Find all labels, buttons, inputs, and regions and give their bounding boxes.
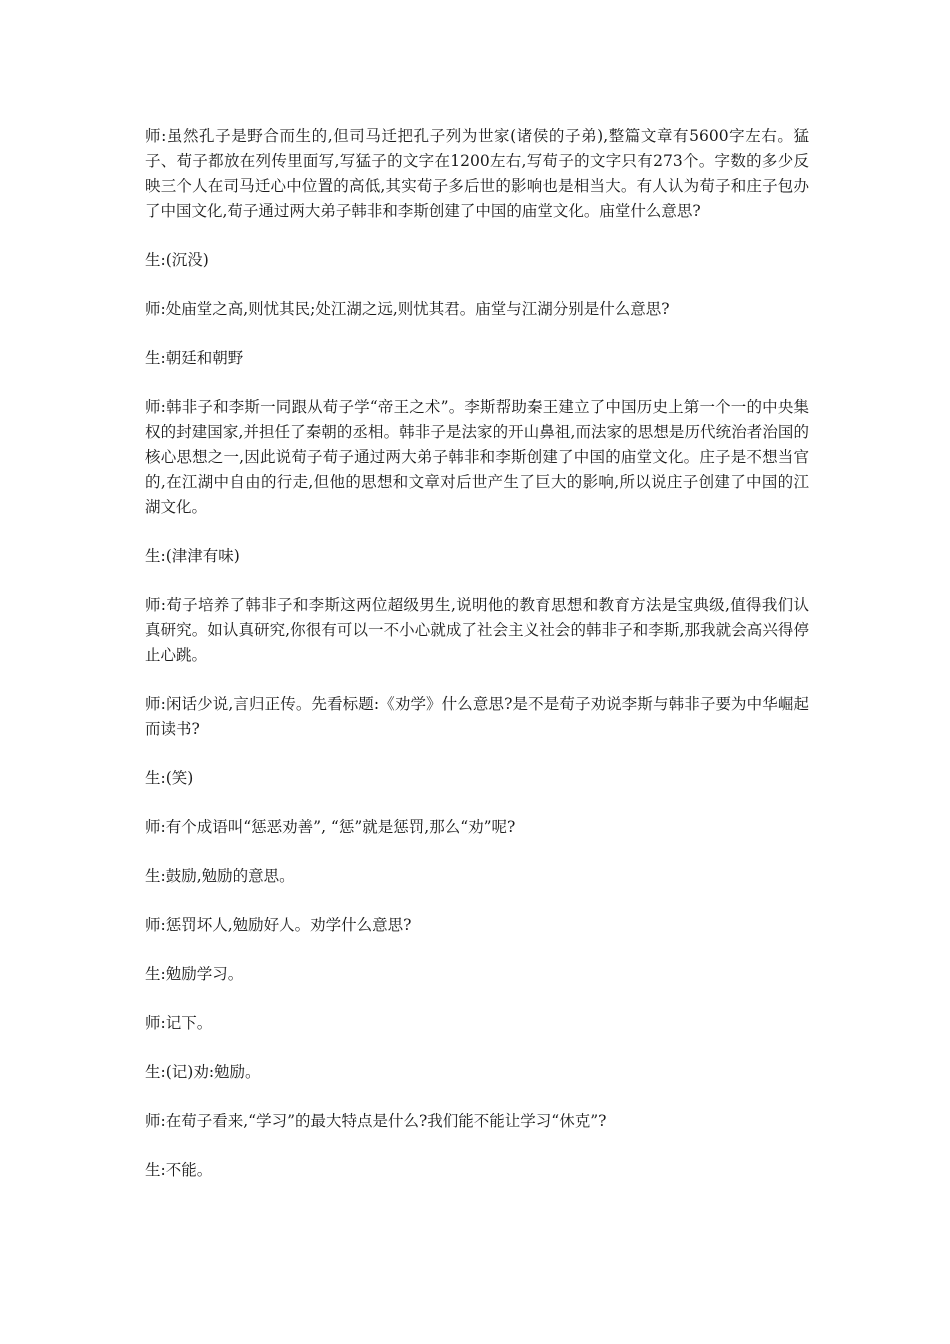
paragraph-student: 生:鼓励,勉励的意思。: [145, 867, 295, 885]
paragraph-teacher: 师:惩罚坏人,勉励好人。劝学什么意思?: [145, 916, 412, 934]
paragraph-teacher: 师:韩非子和李斯一同跟从荀子学“帝王之术”。李斯帮助秦王建立了中国历史上第一个一的中央集权的封建国家,并担任了秦朝的丞相。韩非子是法家的开山鼻祖,而法家的思想是历代统治者治国的核心思想之一,因此说荀子荀子通过两大弟子韩非和李斯创建了中国的庙堂文化。庄子是不想当官的,在江湖中自由的行走,但他的思想和文章对后世产生了巨大的影响,所以说庄子创建了中国的江湖文化。: [145, 398, 809, 516]
paragraph-teacher: 师:有个成语叫“惩恶劝善”, “惩”就是惩罚,那么“劝”呢?: [145, 818, 516, 836]
paragraph-student: 生:(津津有味): [145, 547, 240, 565]
paragraph-student: 生:朝廷和朝野: [145, 349, 244, 367]
paragraph-student: 生:勉励学习。: [145, 965, 244, 983]
paragraph-student: 生:(沉没): [145, 251, 209, 269]
paragraph-teacher: 师:荀子培养了韩非子和李斯这两位超级男生,说明他的教育思想和教育方法是宝典级,值得我们认真研究。如认真研究,你很有可以一不小心就成了社会主义社会的韩非子和李斯,那我就会高兴得停止心跳。: [145, 596, 809, 664]
paragraph-teacher: 师:闲话少说,言归正传。先看标题:《劝学》什么意思?是不是荀子劝说李斯与韩非子要为中华崛起而读书?: [145, 695, 809, 738]
paragraph-student: 生:不能。: [145, 1161, 213, 1179]
paragraph-teacher: 师:虽然孔子是野合而生的,但司马迁把孔子列为世家(诸侯的子弟),整篇文章有5600字左右。猛子、荀子都放在列传里面写,写猛子的文字在1200左右,写荀子的文字只有273个。字数的多少反映三个人在司马迁心中位置的高低,其实荀子多后世的影响也是相当大。有人认为荀子和庄子包办了中国文化,荀子通过两大弟子韩非和李斯创建了中国的庙堂文化。庙堂什么意思?: [145, 127, 809, 220]
paragraph-student: 生:(记)劝:勉励。: [145, 1063, 261, 1081]
paragraph-teacher: 师:记下。: [145, 1014, 213, 1032]
document-body: [145, 124, 809, 1207]
paragraph-teacher: 师:处庙堂之高,则忧其民;处江湖之远,则忧其君。庙堂与江湖分别是什么意思?: [145, 300, 670, 318]
paragraph-teacher: 师:在荀子看来,“学习”的最大特点是什么?我们能不能让学习“休克”?: [145, 1112, 607, 1130]
paragraph-student: 生:(笑): [145, 769, 194, 787]
